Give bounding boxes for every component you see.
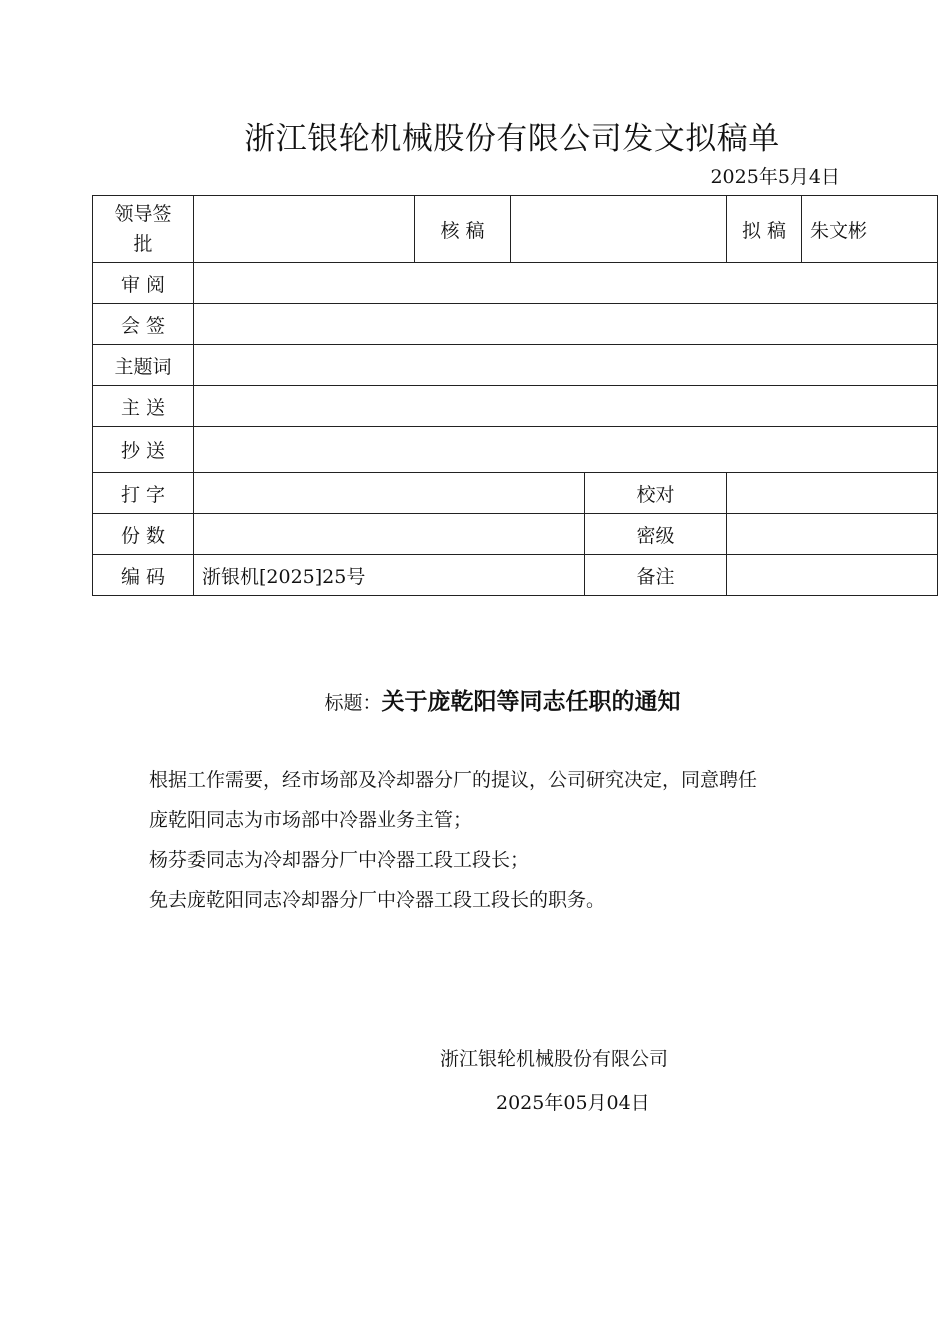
signature-date: 2025年05月04日 — [496, 1092, 650, 1114]
table-row — [93, 386, 938, 427]
main-to-cell[interactable] — [194, 386, 938, 427]
notice-paragraph: 杨芬委同志为冷却器分厂中冷器工段工段长； — [149, 849, 530, 871]
subject-label: 标题： — [324, 692, 382, 714]
check-draft-cell[interactable] — [511, 196, 727, 263]
table-row — [93, 427, 938, 473]
table-row — [93, 196, 938, 263]
table-row — [93, 263, 938, 304]
keywords-cell[interactable] — [194, 345, 938, 386]
proofread-cell[interactable] — [727, 473, 938, 514]
code-value[interactable]: 浙银机[2025]25号 — [194, 555, 585, 596]
cc-label: 抄 送 — [93, 427, 194, 473]
secrecy-label: 密级 — [585, 514, 727, 555]
table-row — [93, 345, 938, 386]
leader-sign-cell[interactable] — [194, 196, 415, 263]
table-row — [93, 304, 938, 345]
keywords-label: 主题词 — [93, 345, 194, 386]
copies-label: 份 数 — [93, 514, 194, 555]
notice-body — [149, 760, 859, 920]
notice-paragraph: 免去庞乾阳同志冷却器分厂中冷器工段工段长的职务。 — [149, 889, 606, 911]
typing-label: 打 字 — [93, 473, 194, 514]
copies-cell[interactable] — [194, 514, 585, 555]
review-label: 审 阅 — [93, 263, 194, 304]
drafter-label: 拟 稿 — [727, 196, 802, 263]
countersign-label: 会 签 — [93, 304, 194, 345]
draft-form-table — [92, 195, 938, 596]
check-draft-label: 核 稿 — [415, 196, 511, 263]
review-cell[interactable] — [194, 263, 938, 304]
document-date: 2025年5月4日 — [710, 166, 840, 188]
countersign-cell[interactable] — [194, 304, 938, 345]
drafter-value[interactable]: 朱文彬 — [802, 196, 938, 263]
main-to-label: 主 送 — [93, 386, 194, 427]
code-label: 编 码 — [93, 555, 194, 596]
subject-title: 关于庞乾阳等同志任职的通知 — [381, 689, 681, 715]
typing-cell[interactable] — [194, 473, 585, 514]
table-row — [93, 555, 938, 596]
remark-cell[interactable] — [727, 555, 938, 596]
signature-company: 浙江银轮机械股份有限公司 — [440, 1048, 669, 1070]
leader-sign-label: 领导签批 — [93, 196, 194, 263]
notice-paragraph: 根据工作需要，经市场部及冷却器分厂的提议，公司研究决定，同意聘任 — [149, 769, 758, 791]
secrecy-cell[interactable] — [727, 514, 938, 555]
notice-subject — [0, 683, 950, 716]
notice-paragraph: 庞乾阳同志为市场部中冷器业务主管； — [149, 809, 473, 831]
table-row — [93, 514, 938, 555]
proofread-label: 校对 — [585, 473, 727, 514]
remark-label: 备注 — [585, 555, 727, 596]
cc-cell[interactable] — [194, 427, 938, 473]
table-row — [93, 473, 938, 514]
document-title: 浙江银轮机械股份有限公司发文拟稿单 — [244, 121, 780, 157]
